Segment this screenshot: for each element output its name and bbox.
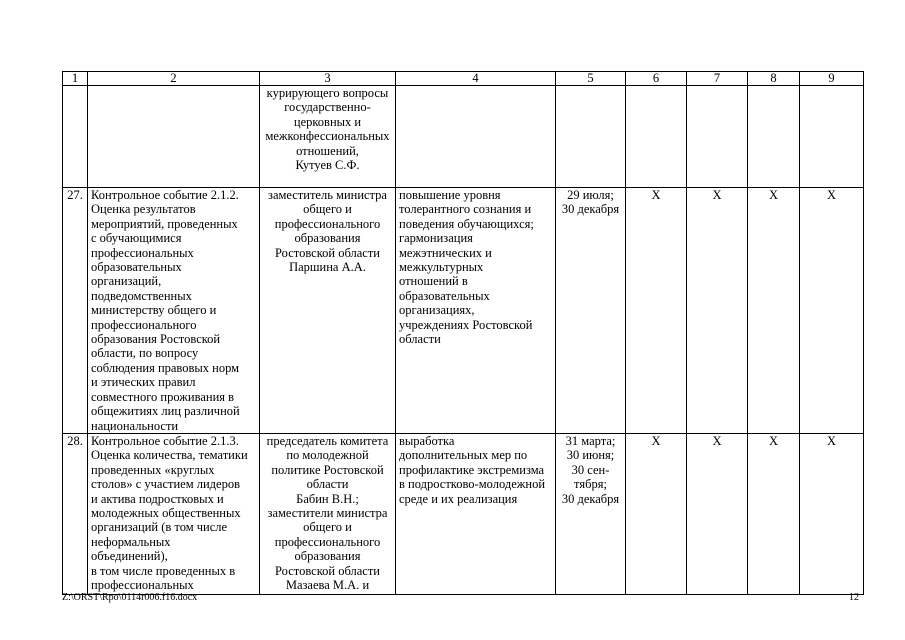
mark-cell: Х — [687, 188, 748, 434]
header-cell: 8 — [748, 72, 800, 86]
row-number-cell: 27. — [63, 188, 88, 434]
dates-cell: 29 июля; 30 декабря — [556, 188, 626, 434]
row-number-cell: 28. — [63, 434, 88, 595]
header-cell: 2 — [88, 72, 260, 86]
result-cell: выработка дополнительных мер по профилактике экстремизма в подростково-молодежной среде и их реализация — [396, 434, 556, 595]
mark-cell: Х — [687, 434, 748, 595]
mark-cell — [748, 86, 800, 188]
header-cell: 6 — [626, 72, 687, 86]
mark-cell: Х — [800, 434, 864, 595]
table-row — [63, 434, 864, 595]
header-cell: 5 — [556, 72, 626, 86]
footer-file-path: Z:\ORST\Rpo\0114r006.f16.docx — [62, 592, 198, 603]
dates-cell: 31 марта; 30 июня; 30 сен- тября; 30 декабря — [556, 434, 626, 595]
event-cell: Контрольное событие 2.1.2. Оценка результатов мероприятий, проведенных с обучающимися профессиональных образовательных организаций, подведомственных министерству общего и профессионального образования Ростовской области, по вопросу соблюдения правовых норм и этических правил совместного проживания в общежитиях лиц различной национальности — [88, 188, 260, 434]
result-cell — [396, 86, 556, 188]
mark-cell: Х — [626, 434, 687, 595]
mark-cell — [626, 86, 687, 188]
dates-cell — [556, 86, 626, 188]
header-cell: 4 — [396, 72, 556, 86]
result-cell: повышение уровня толерантного сознания и поведения обучающихся; гармонизация межэтнических и межкультурных отношений в образовательных организациях, учреждениях Ростовской области — [396, 188, 556, 434]
responsible-cell: курирующего вопросы государственно- церковных и межконфессиональных отношений, Кутуев С.Ф. — [260, 86, 396, 188]
mark-cell: Х — [748, 188, 800, 434]
page-number: 12 — [849, 592, 859, 603]
table-row-continuation — [63, 86, 864, 188]
responsible-cell: председатель комитета по молодежной политике Ростовской области Бабин В.Н.; заместители министра общего и профессионального образования Ростовской области Мазаева М.А. и — [260, 434, 396, 595]
header-row — [63, 72, 864, 86]
mark-cell — [800, 86, 864, 188]
table-row — [63, 188, 864, 434]
event-cell — [88, 86, 260, 188]
mark-cell: Х — [748, 434, 800, 595]
mark-cell: Х — [800, 188, 864, 434]
header-cell: 9 — [800, 72, 864, 86]
mark-cell — [687, 86, 748, 188]
row-number-cell — [63, 86, 88, 188]
plan-table — [62, 71, 864, 595]
event-cell: Контрольное событие 2.1.3. Оценка количества, тематики проведенных «круглых столов» с участием лидеров и актива подростковых и молодежных общественных организаций (в том числе неформальных объединений), в том числе проведенных в профессиональных — [88, 434, 260, 595]
mark-cell: Х — [626, 188, 687, 434]
responsible-cell: заместитель министра общего и профессионального образования Ростовской области Паршина А.А. — [260, 188, 396, 434]
header-cell: 3 — [260, 72, 396, 86]
header-cell: 7 — [687, 72, 748, 86]
header-cell: 1 — [63, 72, 88, 86]
